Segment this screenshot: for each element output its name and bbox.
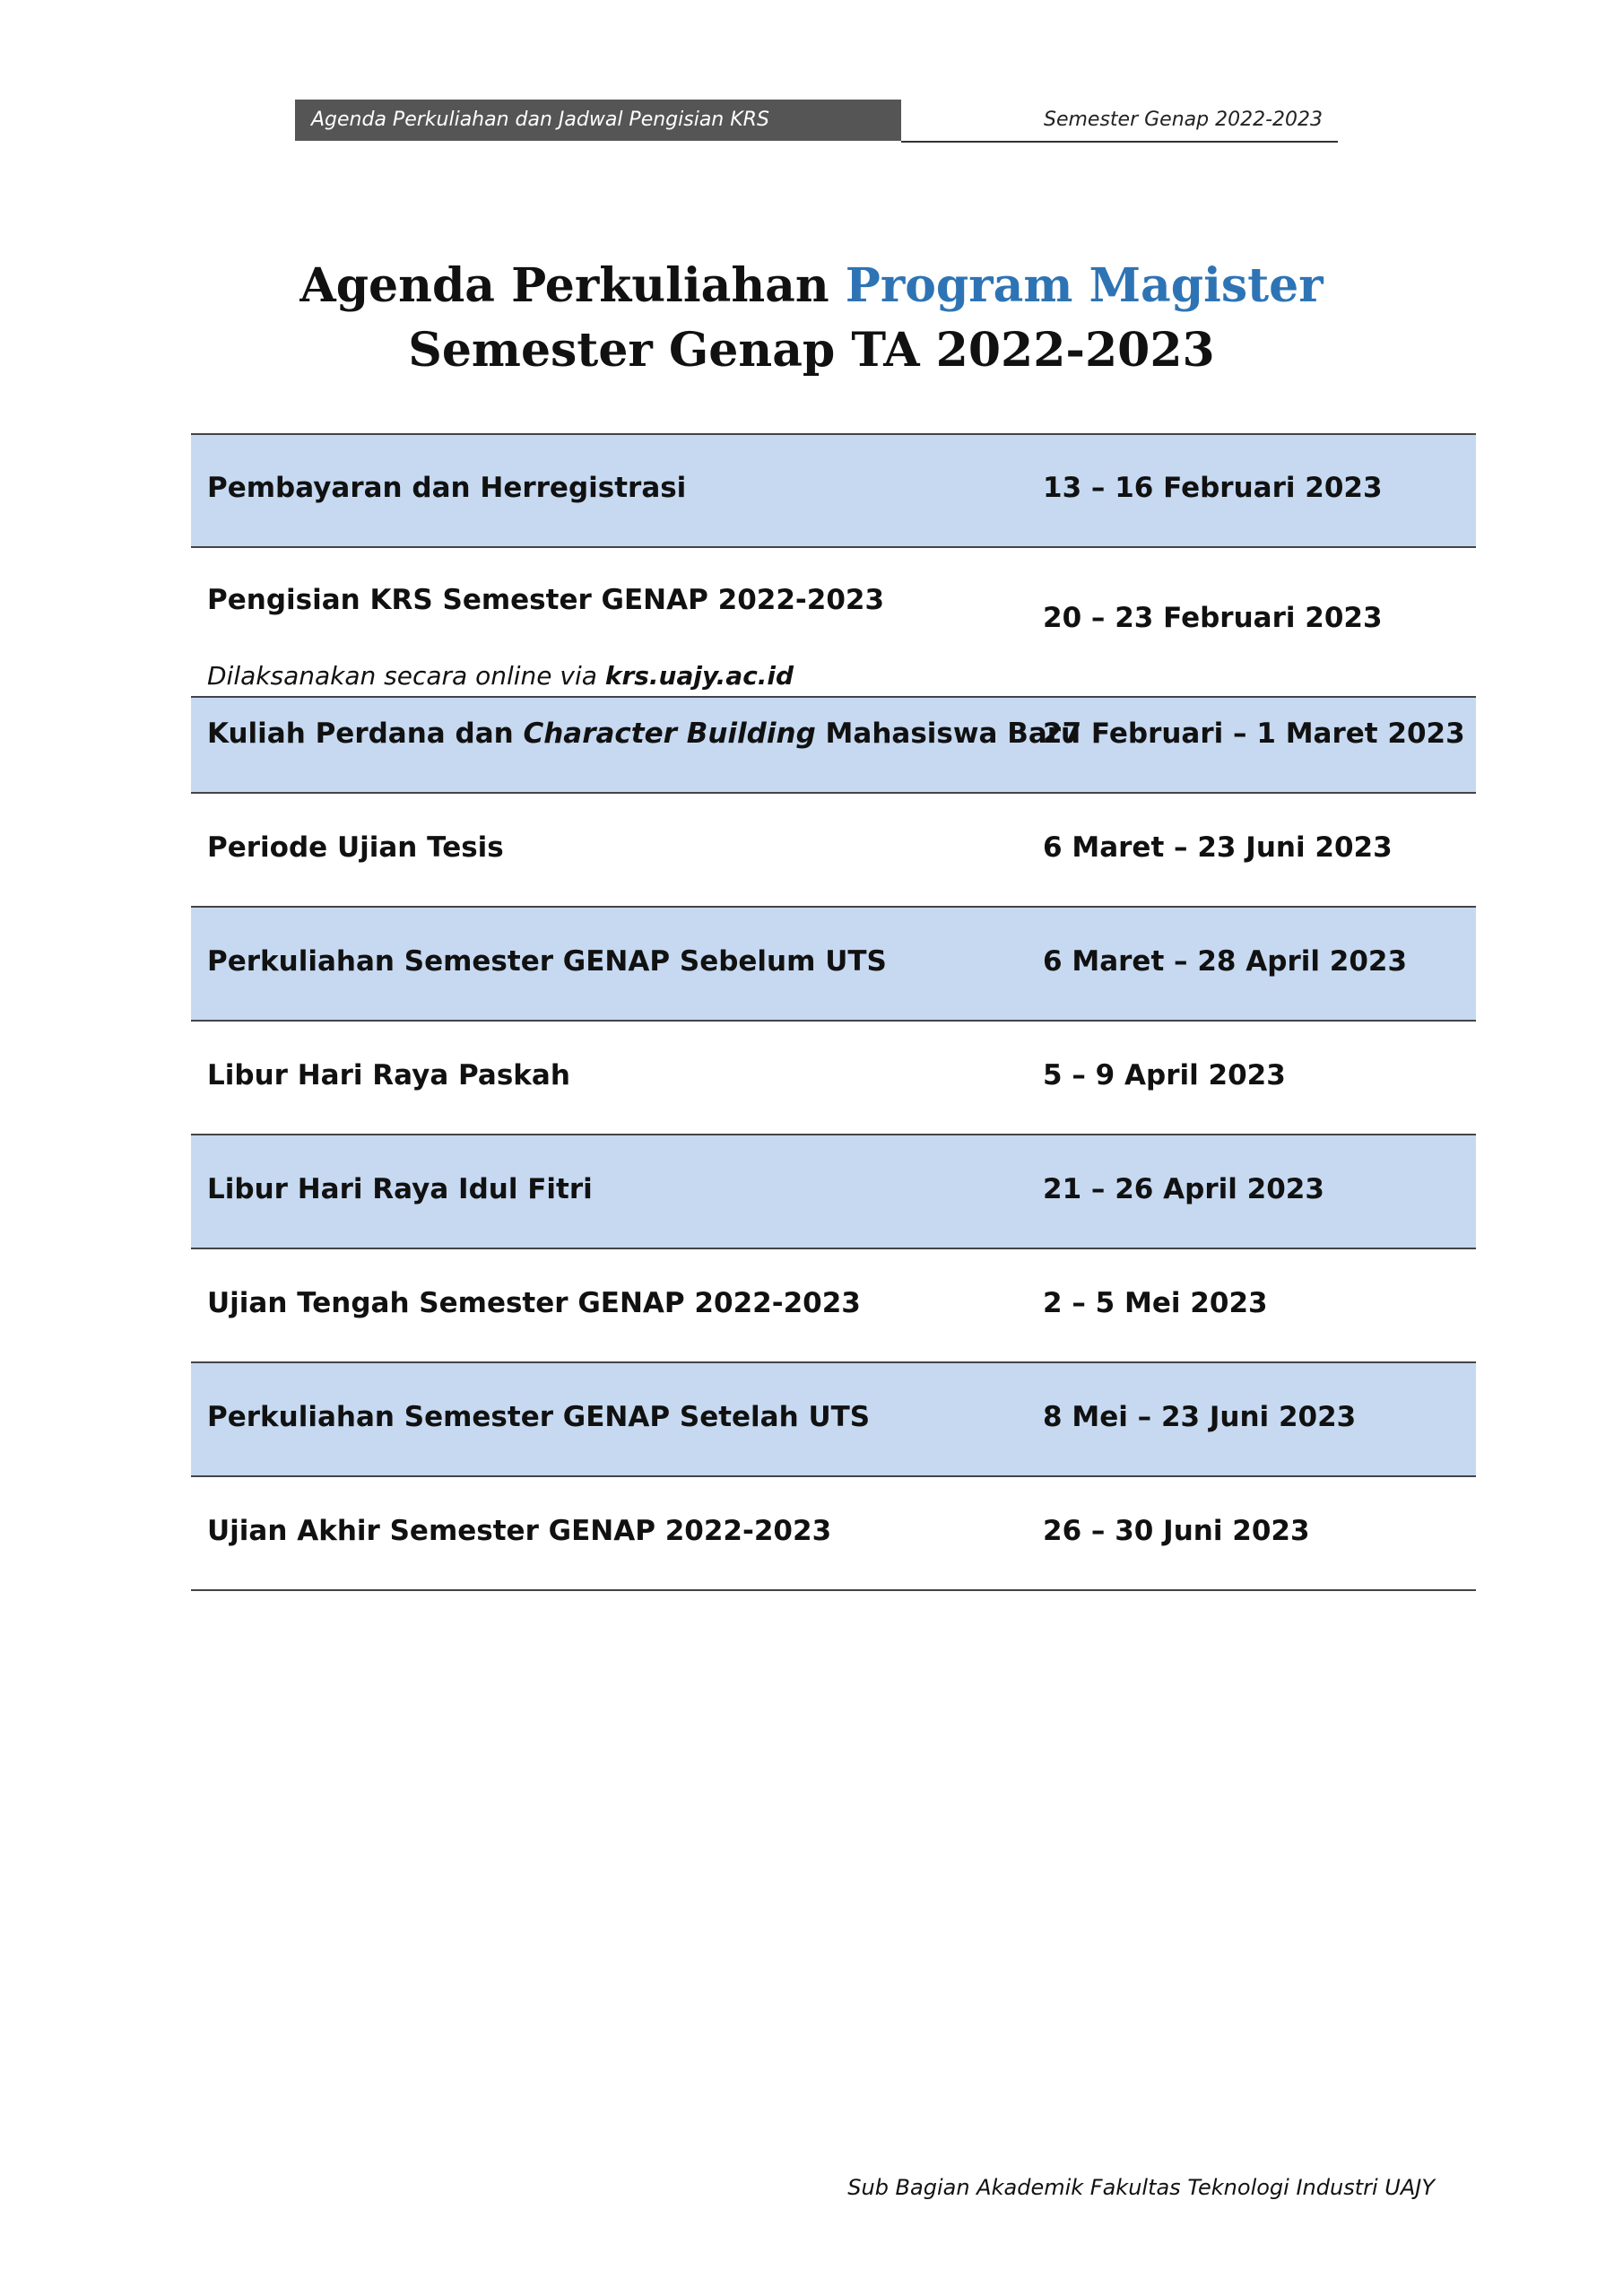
event-date: 5 – 9 April 2023 — [1043, 1059, 1286, 1091]
event-label: Periode Ujian Tesis — [207, 831, 504, 864]
event-label-part: Kuliah Perdana dan — [207, 718, 524, 750]
event-note-text: Dilaksanakan secara online via — [207, 661, 605, 691]
event-note — [207, 661, 794, 691]
event-label: Ujian Tengah Semester GENAP 2022-2023 — [207, 1287, 861, 1319]
event-label: Perkuliahan Semester GENAP Setelah UTS — [207, 1401, 871, 1433]
krs-link[interactable]: krs.uajy.ac.id — [604, 661, 794, 691]
title-program-accent: Program Magister — [845, 258, 1324, 313]
event-date: 20 – 23 Februari 2023 — [1043, 602, 1383, 634]
event-label: Pengisian KRS Semester GENAP 2022-2023 — [207, 584, 885, 616]
event-label-italic: Character Building — [523, 718, 816, 750]
table-row — [191, 1135, 1476, 1249]
title-line-2: Semester Genap TA 2022-2023 — [408, 323, 1215, 378]
table-row — [191, 794, 1476, 908]
table-row — [191, 908, 1476, 1022]
event-date: 8 Mei – 23 Juni 2023 — [1043, 1401, 1357, 1433]
page-title — [179, 254, 1444, 383]
event-date: 26 – 30 Juni 2023 — [1043, 1515, 1310, 1547]
event-date: 21 – 26 April 2023 — [1043, 1173, 1324, 1205]
event-label-part: Mahasiswa Baru — [815, 718, 1081, 750]
agenda-table — [191, 433, 1476, 1591]
event-date: 6 Maret – 28 April 2023 — [1043, 945, 1408, 978]
table-row — [191, 1249, 1476, 1363]
table-row — [191, 698, 1476, 794]
table-row — [191, 1477, 1476, 1591]
event-label: Libur Hari Raya Paskah — [207, 1059, 570, 1091]
page-footer: Sub Bagian Akademik Fakultas Teknologi Industri UAJY — [847, 2175, 1435, 2200]
event-date: 13 – 16 Februari 2023 — [1043, 472, 1383, 504]
event-label: Libur Hari Raya Idul Fitri — [207, 1173, 593, 1205]
event-label: Pembayaran dan Herregistrasi — [207, 472, 687, 504]
table-row — [191, 1363, 1476, 1477]
event-label — [207, 718, 1081, 750]
event-label: Perkuliahan Semester GENAP Sebelum UTS — [207, 945, 887, 978]
title-line-1-text: Agenda Perkuliahan — [299, 258, 846, 313]
event-label: Ujian Akhir Semester GENAP 2022-2023 — [207, 1515, 832, 1547]
running-header-semester: Semester Genap 2022-2023 — [1043, 109, 1323, 131]
title-line-1 — [179, 254, 1444, 318]
table-row — [191, 1022, 1476, 1135]
table-row — [191, 435, 1476, 548]
table-row — [191, 548, 1476, 698]
event-date: 6 Maret – 23 Juni 2023 — [1043, 831, 1393, 864]
event-date: 2 – 5 Mei 2023 — [1043, 1287, 1268, 1319]
header-divider — [901, 141, 1338, 143]
event-date: 27 Februari – 1 Maret 2023 — [1043, 718, 1465, 750]
running-header-title: Agenda Perkuliahan dan Jadwal Pengisian KRS — [295, 100, 901, 141]
